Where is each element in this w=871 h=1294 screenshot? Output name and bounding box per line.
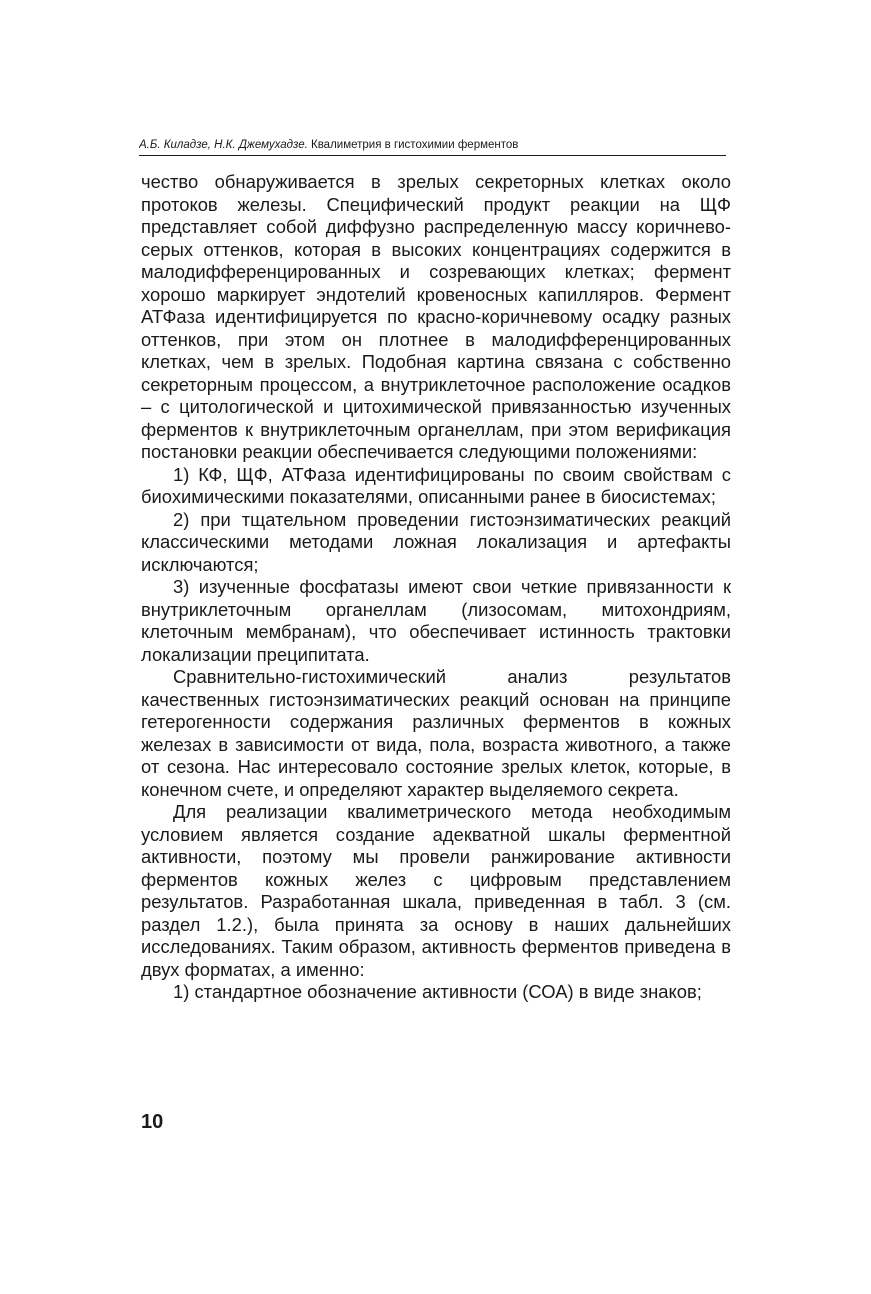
list-item-1: 1) КФ, ЩФ, АТФаза идентифицированы по своим свойствам с биохимическими показателями, описанными ранее в биосистемах; [141,463,731,507]
list-item-2: 2) при тщательном проведении гистоэнзиматических реакций классическими методами ложная локализация и артефакты исключаются; [141,508,731,575]
main-text [141,171,731,1004]
list-item-3: 3) изученные фосфатазы имеют свои четкие привязанности к внутриклеточным органеллам (лизосомам, митохондриям, клеточным мембранам), что обеспечивает истинность трактовки локализации преципитата. [141,576,731,665]
header-title: Квалиметрия в гистохимии ферментов [311,139,519,151]
header-rule [139,155,726,156]
page-number: 10 [141,1111,164,1133]
paragraph-analysis: Сравнительно-гистохимический анализ результатов качественных гистоэнзиматических реакций основан на принципе гетерогенности содержания различных ферментов в кожных железах в зависимости от вида, пола, возраста животного, а также от сезона. Нас интересовало состояние зрелых клеток, которые, в конечном счете, и определяют характер выделяемого секрета. [141,666,731,800]
running-header [139,136,726,154]
paragraph-continuation: чество обнаруживается в зрелых секреторных клетках около протоков железы. Специфический продукт реакции на ЩФ представляет собой диффузно распределенную массу коричнево-серых оттенков, которая в высоких концентрациях содержится в малодифференцированных и созревающих клетках; фермент хорошо маркирует эндотелий кровеносных капилляров. Фермент АТФаза идентифицируется по красно-коричневому осадку разных оттенков, при этом он плотнее в малодифференцированных клетках, чем в зрелых. Подобная картина связана с собственно секреторным процессом, а внутриклеточное расположение осадков – с цитологической и цитохимической привязанностью изученных ферментов к внутриклеточным органеллам, при этом верификация постановки реакции обеспечивается следующими положениями: [141,171,731,462]
list-item-format-1: 1) стандартное обозначение активности (СОА) в виде знаков; [173,981,702,1002]
paragraph-method: Для реализации квалиметрического метода необходимым условием является создание адекватной шкалы ферментной активности, поэтому мы провели ранжирование активности ферментов кожных желез с цифровым представлением результатов. Разработанная шкала, приведенная в табл. 3 (см. раздел 1.2.), была принята за основу в наших дальнейших исследованиях. Таким образом, активность ферментов приведена в двух форматах, а именно: [141,801,731,980]
header-authors: А.Б. Киладзе, Н.К. Джемухадзе. [139,139,308,151]
